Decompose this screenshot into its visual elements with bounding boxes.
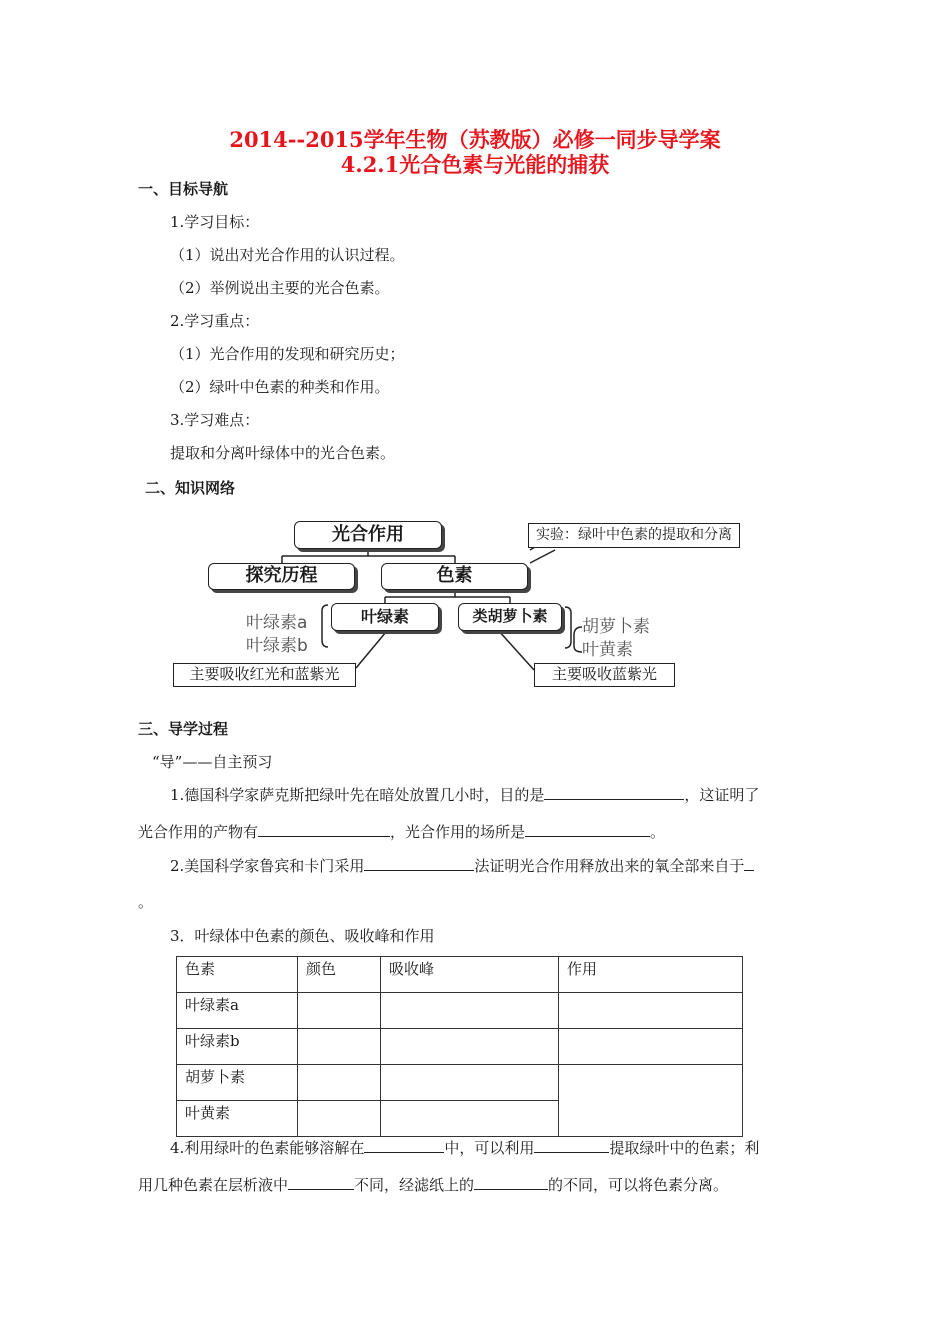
carotenoid-box: 类胡萝卜素 [458, 603, 562, 631]
title-line2: 4.2.1光合色素与光能的捕获 [340, 152, 610, 177]
section3-heading: 三、导学过程 [138, 720, 229, 738]
table-cell[interactable] [381, 993, 559, 1029]
xanthophyll-label: 叶黄素 [582, 640, 633, 660]
q4-text-a: 4.利用绿叶的色素能够溶解在 [170, 1139, 365, 1157]
q4-text-d: 用几种色素在层析液中 [138, 1176, 289, 1194]
q2-blank-2[interactable] [744, 856, 754, 871]
q1-text-b: ，这证明了 [684, 786, 760, 804]
table-header-cell: 色素 [177, 957, 298, 993]
table-header-row [177, 957, 743, 993]
q4-text-b: 中，可以利用 [444, 1139, 535, 1157]
table-row-label: 叶绿素b [177, 1029, 298, 1065]
goal-1: （1）说出对光合作用的认识过程。 [170, 246, 405, 264]
table-cell[interactable] [381, 1029, 559, 1065]
table-cell[interactable] [298, 1101, 381, 1137]
table-row-label: 胡萝卜素 [177, 1065, 298, 1101]
pigment-box: 色素 [381, 563, 528, 590]
q1-blank-1[interactable] [544, 785, 684, 800]
table-row [177, 1065, 743, 1101]
q1-text-a: 1.德国科学家萨克斯把绿叶先在暗处放置几小时，目的是 [170, 786, 545, 804]
q4-text-e: 不同，经滤纸上的 [354, 1176, 475, 1194]
q2-text-b: 法证明光合作用释放出来的氧全部来自于 [474, 857, 745, 875]
table-row-label: 叶黄素 [177, 1101, 298, 1137]
goal-2: （2）举例说出主要的光合色素。 [170, 279, 390, 297]
table-cell[interactable] [559, 1029, 743, 1065]
table-cell[interactable] [298, 993, 381, 1029]
table-row [177, 1029, 743, 1065]
car-absorb-box: 主要吸收蓝紫光 [534, 663, 675, 687]
table-cell[interactable] [298, 1029, 381, 1065]
focus-1: （1）光合作用的发现和研究历史； [170, 345, 405, 363]
question-4-line2 [138, 1174, 728, 1195]
q4-text-f: 的不同，可以将色素分离。 [548, 1176, 729, 1194]
q1-blank-3[interactable] [525, 822, 650, 837]
preview-subheading: “导”——自主预习 [152, 753, 273, 771]
q1-blank-2[interactable] [258, 822, 390, 837]
history-box: 探究历程 [208, 563, 355, 590]
chlorophyll-box: 叶绿素 [331, 603, 439, 631]
focus-2: （2）绿叶中色素的种类和作用。 [170, 378, 390, 396]
goals-label: 1.学习目标： [170, 213, 260, 231]
table-row-label: 叶绿素a [177, 993, 298, 1029]
q1-text-c: 光合作用的产物有 [138, 823, 259, 841]
difficulty-1: 提取和分离叶绿体中的光合色素。 [170, 444, 396, 462]
chl-b-label: 叶绿素b [246, 636, 308, 656]
table-header-cell: 作用 [559, 957, 743, 993]
q1-text-d: ，光合作用的场所是 [390, 823, 526, 841]
question-1-line1 [170, 784, 759, 805]
carotene-label: 胡萝卜素 [582, 617, 650, 637]
root-box: 光合作用 [294, 521, 442, 549]
question-1-line2 [138, 821, 665, 842]
pigment-table [176, 956, 743, 1137]
question-2-line1 [170, 855, 754, 876]
focus-label: 2.学习重点： [170, 312, 260, 330]
difficulty-label: 3.学习难点： [170, 411, 260, 429]
table-cell[interactable] [381, 1101, 559, 1137]
chl-absorb-box: 主要吸收红光和蓝紫光 [173, 663, 356, 687]
table-cell[interactable] [298, 1065, 381, 1101]
q2-blank-1[interactable] [364, 856, 474, 871]
question-4-line1 [170, 1137, 759, 1158]
title-line1: 2014--2015学年生物（苏教版）必修一同步导学案 [229, 127, 721, 152]
table-cell-merged[interactable] [559, 1065, 743, 1137]
table-row [177, 993, 743, 1029]
q4-blank-1[interactable] [364, 1138, 444, 1153]
section1-heading: 一、目标导航 [138, 180, 229, 198]
experiment-box: 实验：绿叶中色素的提取和分离 [528, 523, 740, 548]
q4-blank-4[interactable] [474, 1175, 548, 1190]
q4-blank-2[interactable] [534, 1138, 609, 1153]
question-2-line2: 。 [138, 893, 154, 911]
chl-a-label: 叶绿素a [246, 613, 308, 633]
q1-text-e: 。 [650, 823, 666, 841]
q4-blank-3[interactable] [288, 1175, 354, 1190]
q2-text-a: 2.美国科学家鲁宾和卡门采用 [170, 857, 365, 875]
table-header-cell: 吸收峰 [381, 957, 559, 993]
q4-text-c: 提取绿叶中的色素；利 [609, 1139, 760, 1157]
table-cell[interactable] [381, 1065, 559, 1101]
table-header-cell: 颜色 [298, 957, 381, 993]
table-cell[interactable] [559, 993, 743, 1029]
section2-heading: 二、知识网络 [145, 479, 236, 497]
question-3: 3．叶绿体中色素的颜色、吸收峰和作用 [170, 927, 435, 945]
